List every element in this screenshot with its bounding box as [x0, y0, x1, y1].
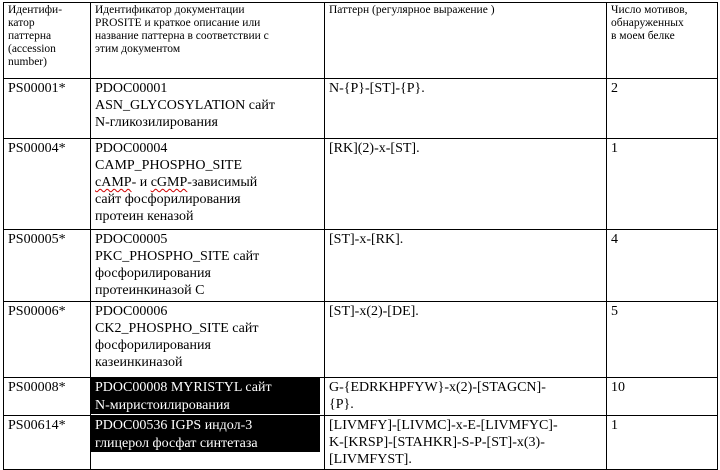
accession-cell: PS00008* — [4, 378, 91, 416]
count-cell: 5 — [607, 302, 718, 378]
header-motif-count: Число мотивов, обнаруженных в моем белке — [607, 3, 718, 79]
header-pattern: Паттерн (регулярное выражение ) — [325, 3, 607, 79]
count-cell: 2 — [607, 79, 718, 139]
count-cell: 4 — [607, 230, 718, 302]
description-cell: PDOC00004 CAMP_PHOSPHO_SITE cAMP- и cGMP-зависимый сайт фосфорилирования протеин кеназой — [91, 139, 325, 230]
description-cell: PDOC00006 CK2_PHOSPHO_SITE сайт фосфорилирования казеинкиназой — [91, 302, 325, 378]
pattern-cell: [ST]-x-[RK]. — [325, 230, 607, 302]
pattern-cell: N-{P}-[ST]-{P}. — [325, 79, 607, 139]
spellcheck-word: cGMP — [150, 175, 188, 190]
count-cell: 1 — [607, 416, 718, 470]
pattern-cell: [ST]-x(2)-[DE]. — [325, 302, 607, 378]
accession-cell: PS00614* — [4, 416, 91, 470]
pattern-cell: G-{EDRKHPFYW}-x(2)-[STAGCN]- {P}. — [325, 378, 607, 416]
header-accession-number: Идентифи- катор паттерна (accession number) — [4, 3, 91, 79]
pattern-cell: [LIVMFY]-[LIVMC]-x-E-[LIVMFYC]- K-[KRSP]-[STAHKR]-S-P-[ST]-x(3)- [LIVMFYST]. — [325, 416, 607, 470]
header-row — [4, 3, 718, 79]
table-row — [4, 302, 718, 378]
accession-cell: PS00005* — [4, 230, 91, 302]
header-prosite-doc: Идентификатор документации PROSITE и краткое описание или название паттерна в соответствии с этим документом — [91, 3, 325, 79]
description-cell: PDOC00001 ASN_GLYCOSYLATION сайт N-гликозилирования — [91, 79, 325, 139]
table-row — [4, 378, 718, 416]
table-row — [4, 139, 718, 230]
count-cell: 10 — [607, 378, 718, 416]
table-row — [4, 416, 718, 470]
accession-cell: PS00004* — [4, 139, 91, 230]
description-line: cAMP- и cGMP-зависимый — [95, 175, 258, 190]
prosite-motif-table — [3, 2, 718, 470]
pattern-cell: [RK](2)-x-[ST]. — [325, 139, 607, 230]
description-cell: PDOC00005 PKC_PHOSPHO_SITE сайт фосфорилирования протеинкиназой С — [91, 230, 325, 302]
table-row — [4, 230, 718, 302]
count-cell: 1 — [607, 139, 718, 230]
spellcheck-word: cAMP — [95, 175, 132, 190]
description-cell-highlighted: PDOC00536 IGPS индол-3 глицерол фосфат синтетаза — [91, 416, 325, 470]
accession-cell: PS00001* — [4, 79, 91, 139]
accession-cell: PS00006* — [4, 302, 91, 378]
table-row — [4, 79, 718, 139]
description-cell-highlighted: PDOC00008 MYRISTYL сайт N-миристоилирования — [91, 378, 325, 416]
